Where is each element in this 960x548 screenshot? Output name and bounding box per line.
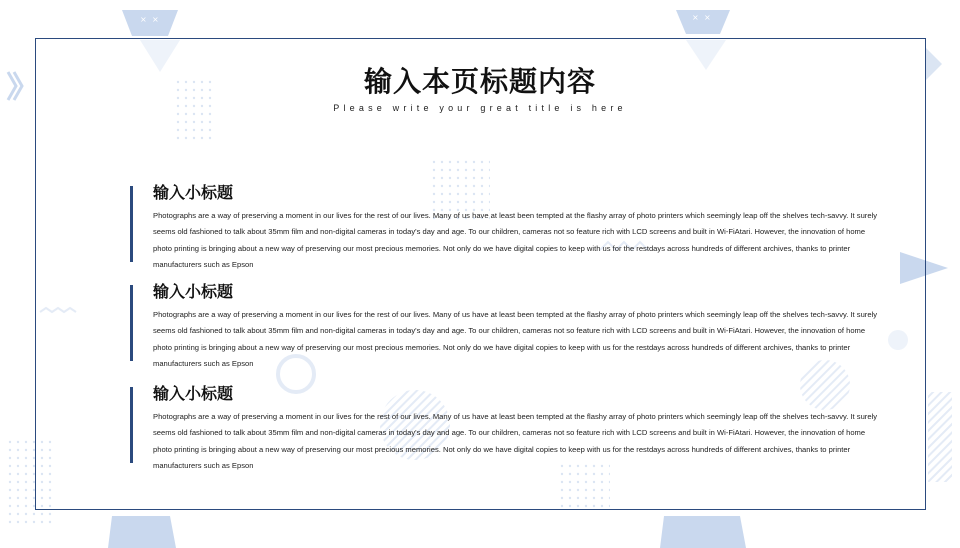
section-body: Photographs are a way of preserving a moment in our lives for the rest of our lives. Many of us have at least been tempted at the flashy array of photo printers which seemingly leap off the shelves tech-savvy. It surely seems old fashioned to talk about 35mm film and non-digital cameras in today's day and age. To our children, cameras not so feature rich with LCD screens and built in Wi-FiAtari. However, the innovation of home photo printing is bringing about a new way of preserving our most precious memories. Not only do we have digital copies to keep with us for the restdays across hundreds of different archives, thanks to printer manufacturers such as Epson [153,412,878,470]
page-title: 输入本页标题内容 [363,65,596,98]
section-heading: 输入小标题 [153,384,234,403]
section-body: Photographs are a way of preserving a moment in our lives for the rest of our lives. Many of us have at least been tempted at the flashy array of photo printers which seemingly leap off the shelves tech-savvy. It surely seems old fashioned to talk about 35mm film and non-digital cameras in today's day and age. To our children, cameras not so feature rich with LCD screens and built in Wi-FiAtari. However, the innovation of home photo printing is bringing about a new way of preserving our most precious memories. Not only do we have digital copies to keep with us for the restdays across hundreds of different archives, thanks to printer manufacturers such as Epson [153,310,878,368]
section-accent-bar [130,387,133,463]
section-accent-bar [130,285,133,361]
section-body: Photographs are a way of preserving a moment in our lives for the rest of our lives. Many of us have at least been tempted at the flashy array of photo printers which seemingly leap off the shelves tech-savvy. It surely seems old fashioned to talk about 35mm film and non-digital cameras in today's day and age. To our children, cameras not so feature rich with LCD screens and built in Wi-FiAtari. However, the innovation of home photo printing is bringing about a new way of preserving our most precious memories. Not only do we have digital copies to keep with us for the restdays across hundreds of different archives, thanks to printer manufacturers such as Epson [153,211,878,269]
svg-text:×: × [692,13,699,22]
svg-text:×: × [704,13,711,22]
svg-text:×: × [140,15,147,24]
section-accent-bar [130,186,133,262]
section-heading: 输入小标题 [153,282,234,301]
svg-text:×: × [152,15,159,24]
page-subtitle: Please write your great title is here [333,103,627,113]
section-heading: 输入小标题 [153,183,234,202]
